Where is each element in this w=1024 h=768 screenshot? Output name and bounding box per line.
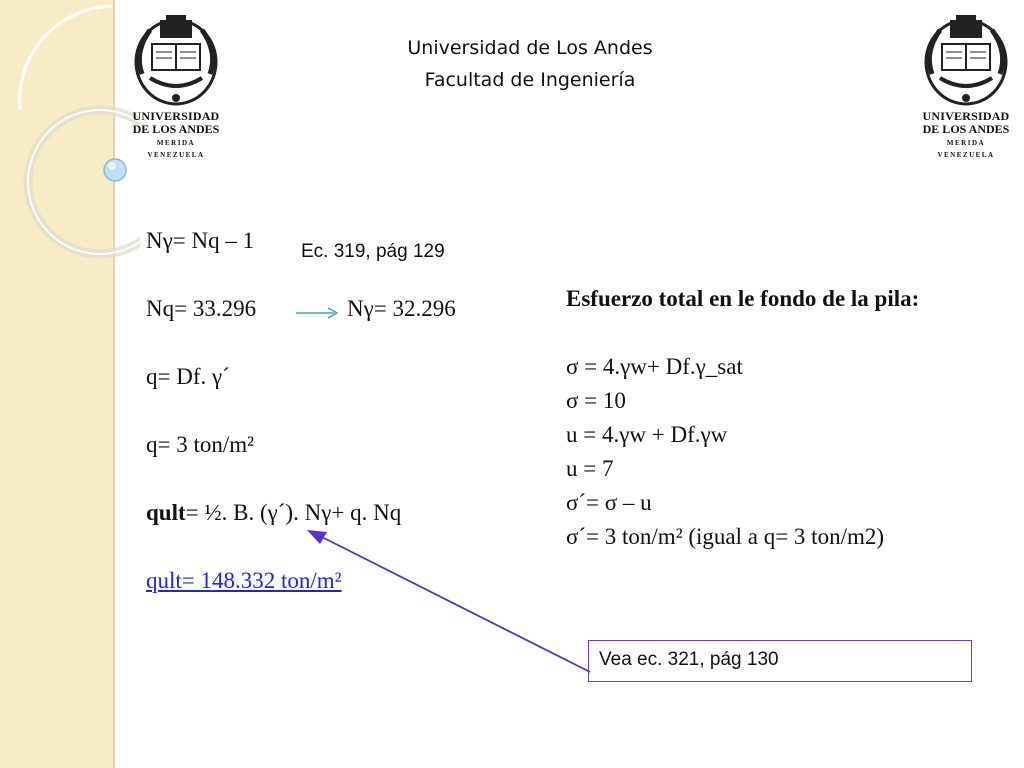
- section-heading: Esfuerzo total en le fondo de la pila:: [566, 286, 920, 311]
- stress-line: u = 7: [566, 456, 614, 481]
- equation-n-gamma: Nγ= Nq – 1: [146, 228, 255, 253]
- equation-q-value: q= 3 ton/m²: [146, 432, 255, 457]
- teal-arrow-icon: [296, 308, 337, 318]
- stress-line: σ´= σ – u: [566, 490, 652, 515]
- header-faculty: Facultad de Ingeniería: [424, 69, 636, 91]
- stress-line: σ´= 3 ton/m² (igual a q= 3 ton/m2): [566, 524, 885, 549]
- stress-line: u = 4.γw + Df.γw: [566, 422, 728, 447]
- equation-nq-value: Nq= 33.296: [146, 296, 257, 321]
- equation-reference: Ec. 319, pág 129: [301, 241, 445, 262]
- callout-arrow-icon: [307, 530, 590, 672]
- qult-formula-body: = ½. B. (γ´). Nγ+ q. Nq: [185, 500, 402, 525]
- callout-box: [588, 640, 972, 682]
- stress-line: σ = 4.γw+ Df.γ_sat: [566, 354, 743, 379]
- logo-text-line3: MERIDA VENEZUELA: [937, 139, 995, 159]
- logo-text-line2: DE LOS ANDES: [922, 122, 1010, 136]
- equation-q-definition: q= Df. γ´: [146, 364, 230, 389]
- qult-label: qult: [146, 500, 186, 525]
- logo-text-line2: DE LOS ANDES: [132, 122, 220, 136]
- logo-text-line3: MERIDA VENEZUELA: [147, 139, 205, 159]
- logo-text-line1: UNIVERSIDAD: [922, 109, 1010, 123]
- logo-text-line1: UNIVERSIDAD: [132, 109, 220, 123]
- stress-line: σ = 10: [566, 388, 626, 413]
- qult-result-link[interactable]: qult= 148.332 ton/m²: [146, 568, 342, 593]
- equation-n-gamma-value: Nγ= 32.296: [347, 296, 456, 321]
- callout-text: Vea ec. 321, pág 130: [599, 649, 779, 670]
- header-university: Universidad de Los Andes: [407, 37, 653, 59]
